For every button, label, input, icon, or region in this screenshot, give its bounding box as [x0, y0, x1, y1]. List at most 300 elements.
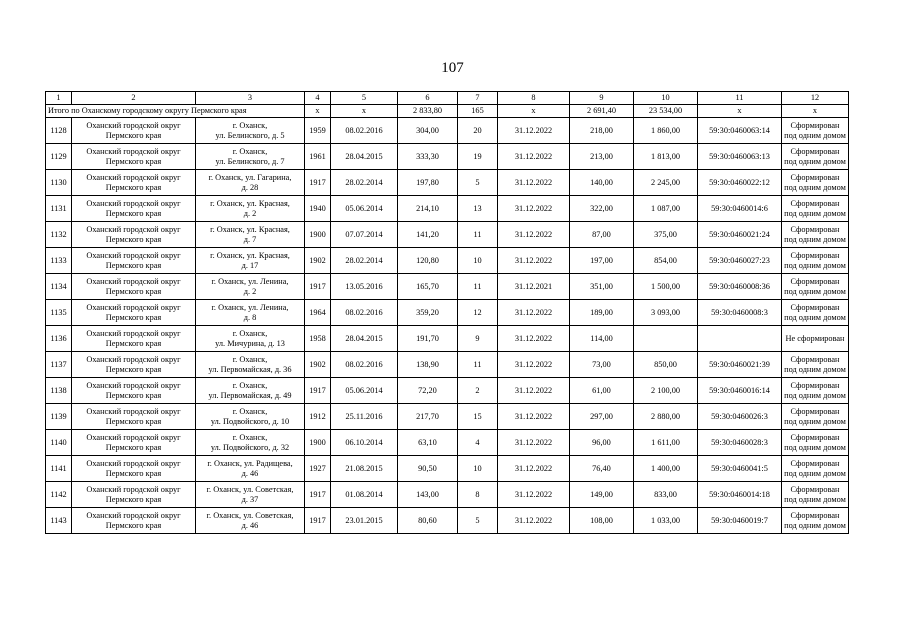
- cost-cell: 3 093,00: [634, 300, 698, 326]
- column-number: 10: [634, 92, 698, 105]
- cadastral-number-cell: 59:30:0460014:6: [698, 196, 782, 222]
- cadastral-number-cell: 59:30:0460021:24: [698, 222, 782, 248]
- address-line: ул. Первомайская, д. 49: [208, 390, 292, 400]
- municipality-cell: [72, 274, 196, 300]
- address-line: д. 17: [241, 260, 259, 270]
- date-cell: 28.04.2015: [331, 326, 398, 352]
- total-cell: x: [305, 105, 331, 118]
- address-line: г. Оханск, ул. Ленина,: [211, 302, 289, 312]
- address-line: ул. Первомайская, д. 36: [208, 364, 292, 374]
- date-cell: 08.02.2016: [331, 118, 398, 144]
- row-number-cell: 1131: [46, 196, 72, 222]
- table-row: [46, 352, 849, 378]
- total-cell: 165: [458, 105, 498, 118]
- address-line: ул. Белинского, д. 5: [215, 130, 285, 140]
- municipality-line: Пермского края: [105, 468, 162, 478]
- municipality-line: Пермского края: [105, 442, 162, 452]
- residents-cell: 11: [458, 222, 498, 248]
- date-cell: 23.01.2015: [331, 508, 398, 534]
- municipality-cell: [72, 170, 196, 196]
- date-cell: 13.05.2016: [331, 274, 398, 300]
- status-cell: [782, 144, 849, 170]
- status-line: под одним домом: [784, 130, 846, 140]
- cost-cell: 833,00: [634, 482, 698, 508]
- address-cell: [196, 196, 305, 222]
- table-row: [46, 326, 849, 352]
- cost-cell: 2 100,00: [634, 378, 698, 404]
- municipality-line: Пермского края: [105, 520, 162, 530]
- municipality-line: Оханский городской округ: [86, 354, 181, 364]
- cadastral-number-cell: 59:30:0460021:39: [698, 352, 782, 378]
- area2-cell: 351,00: [570, 274, 634, 300]
- address-line: д. 8: [243, 312, 257, 322]
- status-cell: [782, 404, 849, 430]
- deadline-cell: 31.12.2022: [498, 118, 570, 144]
- area-cell: 90,50: [398, 456, 458, 482]
- residents-cell: 2: [458, 378, 498, 404]
- status-line: Сформирован: [790, 276, 840, 286]
- area2-cell: 61,00: [570, 378, 634, 404]
- year-cell: 1917: [305, 274, 331, 300]
- area-cell: 138,90: [398, 352, 458, 378]
- deadline-cell: 31.12.2022: [498, 482, 570, 508]
- address-cell: [196, 248, 305, 274]
- area-cell: 217,70: [398, 404, 458, 430]
- year-cell: 1917: [305, 508, 331, 534]
- column-number-row: [46, 92, 849, 105]
- table-row: [46, 170, 849, 196]
- date-cell: 28.02.2014: [331, 170, 398, 196]
- residents-cell: 5: [458, 508, 498, 534]
- address-line: г. Оханск,: [232, 406, 268, 416]
- cost-cell: 1 087,00: [634, 196, 698, 222]
- total-cell: x: [331, 105, 398, 118]
- municipality-line: Оханский городской округ: [86, 328, 181, 338]
- total-cell: x: [698, 105, 782, 118]
- cadastral-number-cell: 59:30:0460028:3: [698, 430, 782, 456]
- status-line: под одним домом: [784, 260, 846, 270]
- date-cell: 28.02.2014: [331, 248, 398, 274]
- address-line: г. Оханск, ул. Ленина,: [211, 276, 289, 286]
- municipality-cell: [72, 352, 196, 378]
- residents-cell: 12: [458, 300, 498, 326]
- municipality-cell: [72, 118, 196, 144]
- residents-cell: 9: [458, 326, 498, 352]
- table-row: [46, 118, 849, 144]
- cost-cell: 850,00: [634, 352, 698, 378]
- address-cell: [196, 352, 305, 378]
- status-line: под одним домом: [784, 156, 846, 166]
- year-cell: 1902: [305, 248, 331, 274]
- municipality-line: Пермского края: [105, 260, 162, 270]
- residents-cell: 10: [458, 456, 498, 482]
- address-line: г. Оханск,: [232, 354, 268, 364]
- municipality-line: Оханский городской округ: [86, 198, 181, 208]
- municipality-line: Оханский городской округ: [86, 484, 181, 494]
- row-number-cell: 1128: [46, 118, 72, 144]
- date-cell: 01.08.2014: [331, 482, 398, 508]
- cadastral-number-cell: 59:30:0460019:7: [698, 508, 782, 534]
- cost-cell: 2 245,00: [634, 170, 698, 196]
- municipality-cell: [72, 430, 196, 456]
- municipality-cell: [72, 222, 196, 248]
- status-line: под одним домом: [784, 468, 846, 478]
- address-line: ул. Подвойского, д. 10: [210, 416, 290, 426]
- status-cell: [782, 222, 849, 248]
- row-number-cell: 1136: [46, 326, 72, 352]
- date-cell: 28.04.2015: [331, 144, 398, 170]
- column-number: 9: [570, 92, 634, 105]
- municipality-line: Оханский городской округ: [86, 250, 181, 260]
- cadastral-number-cell: 59:30:0460008:36: [698, 274, 782, 300]
- cost-cell: 1 033,00: [634, 508, 698, 534]
- address-line: д. 37: [241, 494, 259, 504]
- deadline-cell: 31.12.2022: [498, 430, 570, 456]
- date-cell: 08.02.2016: [331, 300, 398, 326]
- status-line: Не сформирован: [785, 333, 845, 343]
- deadline-cell: 31.12.2022: [498, 170, 570, 196]
- municipality-cell: [72, 404, 196, 430]
- table-row: [46, 144, 849, 170]
- year-cell: 1917: [305, 378, 331, 404]
- status-line: под одним домом: [784, 182, 846, 192]
- total-cell: 2 691,40: [570, 105, 634, 118]
- status-line: под одним домом: [784, 286, 846, 296]
- municipality-cell: [72, 508, 196, 534]
- residents-cell: 19: [458, 144, 498, 170]
- address-cell: [196, 378, 305, 404]
- address-line: г. Оханск,: [232, 432, 268, 442]
- area-cell: 143,00: [398, 482, 458, 508]
- address-cell: [196, 326, 305, 352]
- area2-cell: 213,00: [570, 144, 634, 170]
- area2-cell: 218,00: [570, 118, 634, 144]
- date-cell: 21.08.2015: [331, 456, 398, 482]
- year-cell: 1917: [305, 170, 331, 196]
- cadastral-number-cell: [698, 326, 782, 352]
- address-line: д. 46: [241, 468, 259, 478]
- municipality-line: Пермского края: [105, 286, 162, 296]
- area-cell: 333,30: [398, 144, 458, 170]
- column-number: 1: [46, 92, 72, 105]
- date-cell: 07.07.2014: [331, 222, 398, 248]
- status-line: Сформирован: [790, 354, 840, 364]
- status-cell: [782, 170, 849, 196]
- date-cell: 06.10.2014: [331, 430, 398, 456]
- status-line: под одним домом: [784, 312, 846, 322]
- area2-cell: 87,00: [570, 222, 634, 248]
- row-number-cell: 1142: [46, 482, 72, 508]
- total-cell: x: [782, 105, 849, 118]
- address-line: д. 2: [243, 286, 257, 296]
- address-line: г. Оханск,: [232, 120, 268, 130]
- address-cell: [196, 118, 305, 144]
- area2-cell: 96,00: [570, 430, 634, 456]
- status-line: под одним домом: [784, 208, 846, 218]
- column-number: 2: [72, 92, 196, 105]
- row-number-cell: 1140: [46, 430, 72, 456]
- deadline-cell: 31.12.2022: [498, 352, 570, 378]
- deadline-cell: 31.12.2022: [498, 196, 570, 222]
- status-line: Сформирован: [790, 120, 840, 130]
- year-cell: 1958: [305, 326, 331, 352]
- cost-cell: 375,00: [634, 222, 698, 248]
- status-line: под одним домом: [784, 442, 846, 452]
- cadastral-number-cell: 59:30:0460063:14: [698, 118, 782, 144]
- residents-cell: 15: [458, 404, 498, 430]
- municipality-line: Пермского края: [105, 156, 162, 166]
- area2-cell: 114,00: [570, 326, 634, 352]
- total-cell: 2 833,80: [398, 105, 458, 118]
- municipality-cell: [72, 456, 196, 482]
- column-number: 6: [398, 92, 458, 105]
- cadastral-number-cell: 59:30:0460063:13: [698, 144, 782, 170]
- status-line: Сформирован: [790, 458, 840, 468]
- deadline-cell: 31.12.2022: [498, 222, 570, 248]
- deadline-cell: 31.12.2022: [498, 508, 570, 534]
- area-cell: 120,80: [398, 248, 458, 274]
- table-row: [46, 456, 849, 482]
- area-cell: 63,10: [398, 430, 458, 456]
- municipality-line: Пермского края: [105, 234, 162, 244]
- status-cell: [782, 326, 849, 352]
- row-number-cell: 1129: [46, 144, 72, 170]
- municipality-line: Пермского края: [105, 130, 162, 140]
- column-number: 7: [458, 92, 498, 105]
- cadastral-number-cell: 59:30:0460014:18: [698, 482, 782, 508]
- deadline-cell: 31.12.2022: [498, 300, 570, 326]
- municipality-line: Оханский городской округ: [86, 458, 181, 468]
- area-cell: 197,80: [398, 170, 458, 196]
- status-cell: [782, 118, 849, 144]
- municipality-cell: [72, 300, 196, 326]
- status-line: Сформирован: [790, 510, 840, 520]
- area-cell: 304,00: [398, 118, 458, 144]
- status-line: под одним домом: [784, 494, 846, 504]
- municipality-line: Оханский городской округ: [86, 302, 181, 312]
- date-cell: 08.02.2016: [331, 352, 398, 378]
- municipality-line: Оханский городской округ: [86, 146, 181, 156]
- municipality-cell: [72, 482, 196, 508]
- year-cell: 1927: [305, 456, 331, 482]
- residents-cell: 5: [458, 170, 498, 196]
- area2-cell: 108,00: [570, 508, 634, 534]
- row-number-cell: 1143: [46, 508, 72, 534]
- residents-cell: 11: [458, 352, 498, 378]
- status-line: под одним домом: [784, 390, 846, 400]
- address-line: д. 2: [243, 208, 257, 218]
- status-cell: [782, 482, 849, 508]
- total-cell: 23 534,00: [634, 105, 698, 118]
- municipality-line: Оханский городской округ: [86, 224, 181, 234]
- municipality-line: Оханский городской округ: [86, 432, 181, 442]
- municipality-line: Оханский городской округ: [86, 120, 181, 130]
- status-line: Сформирован: [790, 198, 840, 208]
- date-cell: 05.06.2014: [331, 196, 398, 222]
- table-row: [46, 300, 849, 326]
- status-cell: [782, 274, 849, 300]
- area-cell: 165,70: [398, 274, 458, 300]
- area-cell: 80,60: [398, 508, 458, 534]
- address-cell: [196, 144, 305, 170]
- area-cell: 214,10: [398, 196, 458, 222]
- row-number-cell: 1138: [46, 378, 72, 404]
- status-line: Сформирован: [790, 406, 840, 416]
- address-cell: [196, 274, 305, 300]
- table-row: [46, 378, 849, 404]
- area2-cell: 149,00: [570, 482, 634, 508]
- residents-cell: 20: [458, 118, 498, 144]
- deadline-cell: 31.12.2021: [498, 274, 570, 300]
- year-cell: 1902: [305, 352, 331, 378]
- address-line: г. Оханск,: [232, 328, 268, 338]
- year-cell: 1917: [305, 482, 331, 508]
- area2-cell: 322,00: [570, 196, 634, 222]
- area-cell: 191,70: [398, 326, 458, 352]
- row-number-cell: 1134: [46, 274, 72, 300]
- year-cell: 1900: [305, 222, 331, 248]
- total-row: [46, 105, 849, 118]
- cost-cell: 1 500,00: [634, 274, 698, 300]
- address-line: г. Оханск, ул. Советская,: [206, 510, 294, 520]
- year-cell: 1961: [305, 144, 331, 170]
- total-label: Итого по Оханскому городскому округу Пермского края: [46, 105, 305, 118]
- status-cell: [782, 248, 849, 274]
- address-line: г. Оханск, ул. Красная,: [210, 250, 290, 260]
- address-cell: [196, 482, 305, 508]
- cadastral-number-cell: 59:30:0460041:5: [698, 456, 782, 482]
- year-cell: 1959: [305, 118, 331, 144]
- address-line: д. 7: [243, 234, 257, 244]
- area-cell: 141,20: [398, 222, 458, 248]
- address-line: г. Оханск, ул. Советская,: [206, 484, 294, 494]
- total-cell: x: [498, 105, 570, 118]
- municipality-line: Пермского края: [105, 338, 162, 348]
- row-number-cell: 1139: [46, 404, 72, 430]
- year-cell: 1940: [305, 196, 331, 222]
- municipality-line: Пермского края: [105, 416, 162, 426]
- column-number: 3: [196, 92, 305, 105]
- deadline-cell: 31.12.2022: [498, 248, 570, 274]
- municipality-cell: [72, 144, 196, 170]
- page-number: 107: [441, 60, 464, 76]
- address-line: д. 28: [241, 182, 259, 192]
- address-line: д. 46: [241, 520, 259, 530]
- residents-cell: 13: [458, 196, 498, 222]
- status-line: под одним домом: [784, 520, 846, 530]
- cadastral-number-cell: 59:30:0460008:3: [698, 300, 782, 326]
- address-cell: [196, 170, 305, 196]
- municipality-cell: [72, 326, 196, 352]
- table-row: [46, 222, 849, 248]
- table-row: [46, 404, 849, 430]
- table-row: [46, 274, 849, 300]
- municipality-line: Оханский городской округ: [86, 276, 181, 286]
- address-cell: [196, 300, 305, 326]
- year-cell: 1900: [305, 430, 331, 456]
- municipality-cell: [72, 378, 196, 404]
- column-number: 5: [331, 92, 398, 105]
- address-line: г. Оханск,: [232, 146, 268, 156]
- status-cell: [782, 300, 849, 326]
- address-line: ул. Подвойского, д. 32: [210, 442, 290, 452]
- cost-cell: 1 611,00: [634, 430, 698, 456]
- cadastral-number-cell: 59:30:0460027:23: [698, 248, 782, 274]
- municipality-line: Пермского края: [105, 182, 162, 192]
- status-cell: [782, 378, 849, 404]
- status-line: Сформирован: [790, 250, 840, 260]
- status-line: Сформирован: [790, 172, 840, 182]
- area2-cell: 197,00: [570, 248, 634, 274]
- cost-cell: 1 860,00: [634, 118, 698, 144]
- municipality-line: Пермского края: [105, 312, 162, 322]
- status-line: Сформирован: [790, 484, 840, 494]
- municipality-cell: [72, 248, 196, 274]
- column-number: 4: [305, 92, 331, 105]
- address-line: ул. Мичурина, д. 13: [215, 338, 285, 348]
- date-cell: 05.06.2014: [331, 378, 398, 404]
- cost-cell: 2 880,00: [634, 404, 698, 430]
- table-row: [46, 508, 849, 534]
- residents-cell: 10: [458, 248, 498, 274]
- address-line: ул. Белинского, д. 7: [215, 156, 285, 166]
- address-cell: [196, 508, 305, 534]
- address-line: г. Оханск, ул. Красная,: [210, 224, 290, 234]
- table-row: [46, 430, 849, 456]
- column-number: 12: [782, 92, 849, 105]
- status-line: под одним домом: [784, 364, 846, 374]
- row-number-cell: 1135: [46, 300, 72, 326]
- status-line: под одним домом: [784, 416, 846, 426]
- row-number-cell: 1132: [46, 222, 72, 248]
- date-cell: 25.11.2016: [331, 404, 398, 430]
- cadastral-number-cell: 59:30:0460026:3: [698, 404, 782, 430]
- status-line: Сформирован: [790, 224, 840, 234]
- status-line: под одним домом: [784, 234, 846, 244]
- area2-cell: 76,40: [570, 456, 634, 482]
- row-number-cell: 1133: [46, 248, 72, 274]
- status-line: Сформирован: [790, 380, 840, 390]
- area2-cell: 189,00: [570, 300, 634, 326]
- area-cell: 72,20: [398, 378, 458, 404]
- status-cell: [782, 196, 849, 222]
- column-number: 11: [698, 92, 782, 105]
- municipality-line: Оханский городской округ: [86, 406, 181, 416]
- table-row: [46, 196, 849, 222]
- cost-cell: 854,00: [634, 248, 698, 274]
- cost-cell: 1 400,00: [634, 456, 698, 482]
- residents-cell: 4: [458, 430, 498, 456]
- deadline-cell: 31.12.2022: [498, 378, 570, 404]
- deadline-cell: 31.12.2022: [498, 404, 570, 430]
- row-number-cell: 1137: [46, 352, 72, 378]
- area2-cell: 73,00: [570, 352, 634, 378]
- area2-cell: 140,00: [570, 170, 634, 196]
- municipality-line: Оханский городской округ: [86, 510, 181, 520]
- cadastral-number-cell: 59:30:0460022:12: [698, 170, 782, 196]
- area-cell: 359,20: [398, 300, 458, 326]
- status-cell: [782, 352, 849, 378]
- municipality-cell: [72, 196, 196, 222]
- status-cell: [782, 456, 849, 482]
- deadline-cell: 31.12.2022: [498, 326, 570, 352]
- year-cell: 1912: [305, 404, 331, 430]
- cost-cell: 1 813,00: [634, 144, 698, 170]
- address-line: г. Оханск, ул. Красная,: [210, 198, 290, 208]
- status-line: Сформирован: [790, 302, 840, 312]
- municipality-line: Пермского края: [105, 364, 162, 374]
- municipality-line: Пермского края: [105, 390, 162, 400]
